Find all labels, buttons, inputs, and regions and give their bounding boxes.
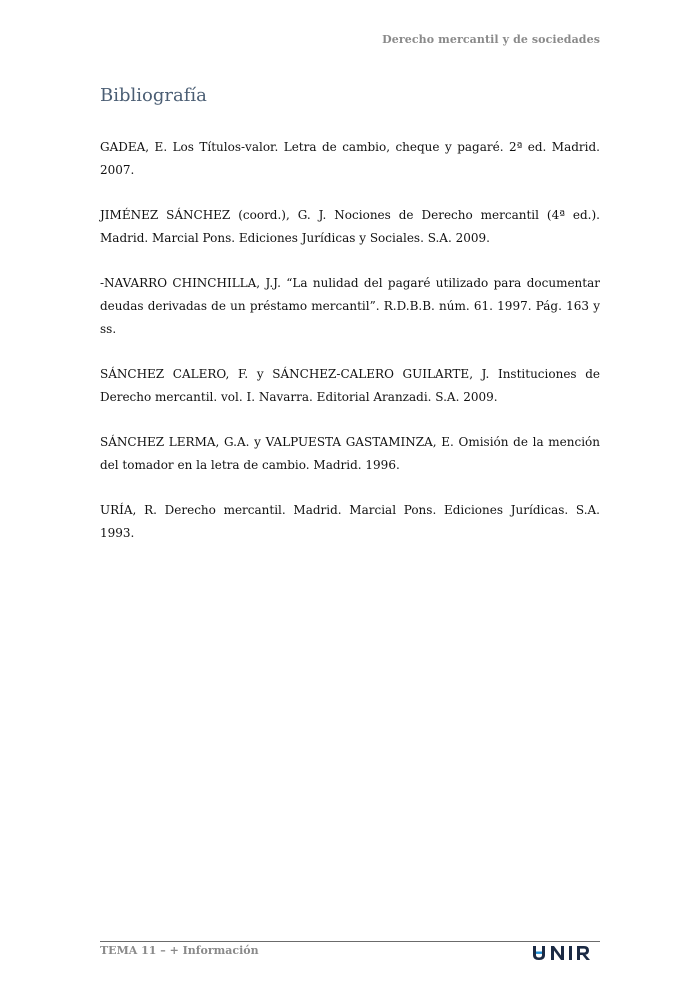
footer-label: TEMA 11 – + Información [100, 944, 259, 957]
running-header: Derecho mercantil y de sociedades [382, 33, 600, 46]
bibliography-entry: URÍA, R. Derecho mercantil. Madrid. Marcial Pons. Ediciones Jurídicas. S.A. 1993. [100, 503, 600, 540]
footer-divider [100, 941, 600, 942]
bibliography-entry: GADEA, E. Los Títulos-valor. Letra de cambio, cheque y pagaré. 2ª ed. Madrid. 2007. [100, 140, 600, 177]
page-content [100, 82, 600, 567]
bibliography-list [100, 136, 600, 545]
bibliography-entry: JIMÉNEZ SÁNCHEZ (coord.), G. J. Nociones de Derecho mercantil (4ª ed.). Madrid. Marcial Pons. Ediciones Jurídicas y Sociales. S.A. 2009. [100, 208, 600, 245]
bibliography-entry: SÁNCHEZ CALERO, F. y SÁNCHEZ-CALERO GUILARTE, J. Instituciones de Derecho mercantil. vol. I. Navarra. Editorial Aranzadi. S.A. 2009. [100, 367, 600, 404]
bibliography-entry: SÁNCHEZ LERMA, G.A. y VALPUESTA GASTAMINZA, E. Omisión de la mención del tomador en la letra de cambio. Madrid. 1996. [100, 435, 600, 472]
unir-logo [531, 943, 601, 963]
bibliography-entry: -NAVARRO CHINCHILLA, J.J. “La nulidad del pagaré utilizado para documentar deudas derivadas de un préstamo mercantil”. R.D.B.B. núm. 61. 1997. Pág. 163 y ss. [100, 276, 600, 336]
section-heading: Bibliografía [100, 85, 207, 106]
